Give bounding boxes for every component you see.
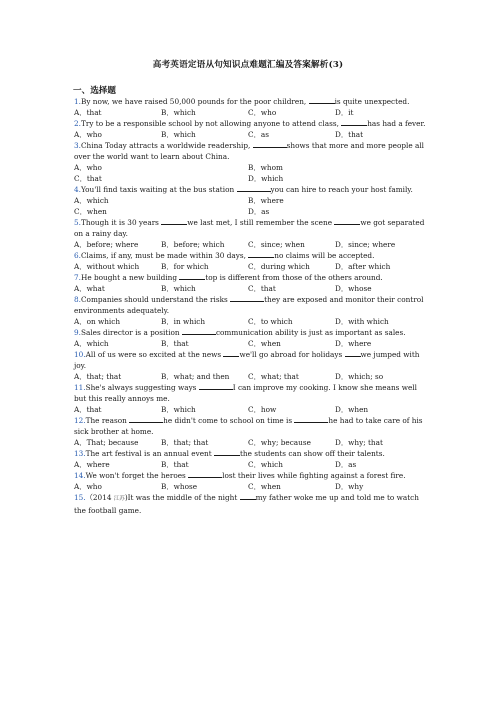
option-d[interactable]: D．it xyxy=(335,108,354,117)
question-number: 7. xyxy=(74,273,81,282)
options-row xyxy=(74,107,426,118)
options-row xyxy=(74,239,426,250)
answer-blank xyxy=(334,217,360,225)
option-b[interactable]: B．which xyxy=(161,405,196,414)
question-item: 15.（2014 江苏)It was the middle of the night my father woke me up and told me to watch the football game. xyxy=(74,493,419,515)
answer-blank xyxy=(223,349,239,357)
option-b[interactable]: B．which xyxy=(161,130,196,139)
answer-blank xyxy=(345,349,361,357)
question-number: 12. xyxy=(74,416,86,425)
question-number: 13. xyxy=(74,449,86,458)
option-b[interactable]: B．whom xyxy=(248,163,283,172)
option-b[interactable]: B．which xyxy=(161,108,196,117)
option-b[interactable]: B．what; and then xyxy=(161,372,230,381)
option-c[interactable]: C．during which xyxy=(248,262,310,271)
options-row xyxy=(74,316,426,327)
options-row xyxy=(74,261,426,272)
options-row xyxy=(74,437,426,448)
question-number: 3. xyxy=(74,141,81,150)
options-row xyxy=(74,481,426,492)
section-heading: 一、选择题 xyxy=(73,86,116,96)
answer-blank xyxy=(230,294,264,302)
question-number: 5. xyxy=(74,218,81,227)
options-row xyxy=(74,129,426,140)
option-b[interactable]: B．where xyxy=(248,196,284,205)
option-c[interactable]: C．what; that xyxy=(248,372,299,381)
option-d[interactable]: D．whose xyxy=(335,284,372,293)
page-title: 高考英语定语从句知识点难题汇编及答案解析(3) xyxy=(152,60,344,70)
option-c[interactable]: C．who xyxy=(248,108,277,117)
source-tag: 江苏 xyxy=(113,496,125,502)
option-c[interactable]: C．that xyxy=(74,174,102,183)
option-c[interactable]: C．how xyxy=(248,405,277,414)
answer-blank xyxy=(294,415,328,423)
option-a[interactable]: A．who xyxy=(74,163,102,172)
option-a[interactable]: A．where xyxy=(74,460,110,469)
option-a[interactable]: A．who xyxy=(74,130,102,139)
answer-blank xyxy=(237,184,271,192)
option-d[interactable]: D．why; that xyxy=(335,438,383,447)
question-item: 13.The art festival is an annual event the students can show off their talents. A．where B．that C．which D．as xyxy=(74,448,426,470)
option-d[interactable]: D．which xyxy=(248,174,284,183)
option-c[interactable]: C．when xyxy=(248,482,281,491)
option-d[interactable]: D．that xyxy=(335,130,364,139)
option-d[interactable]: D．where xyxy=(335,339,372,348)
option-a[interactable]: A．that; that xyxy=(74,372,122,381)
question-item: 10.All of us were so excited at the news we'll go abroad for holidays we jumped with joy. A．that; that B．what; and then C．what; that D．which; so xyxy=(74,349,426,382)
option-a[interactable]: A．what xyxy=(74,284,105,293)
option-a[interactable]: A．before; where xyxy=(74,240,139,249)
question-number: 11. xyxy=(74,383,86,392)
option-b[interactable]: B．that; that xyxy=(161,438,209,447)
answer-blank xyxy=(129,415,163,423)
option-d[interactable]: D．as xyxy=(248,207,270,216)
option-a[interactable]: A．without which xyxy=(74,262,140,271)
option-a[interactable]: A．that xyxy=(74,108,102,117)
option-d[interactable]: D．with which xyxy=(335,317,389,326)
question-item: 11.She's always suggesting ways I can improve my cooking. I know she means well but this really annoys me. A．that B．which C．how D．when xyxy=(74,382,426,415)
option-d[interactable]: D．as xyxy=(335,460,357,469)
question-item: 1.By now, we have raised 50,000 pounds for the poor children, is quite unexpected. A．that B．which C．who D．it xyxy=(74,96,426,118)
answer-blank xyxy=(182,327,216,335)
question-number: 9. xyxy=(74,328,81,337)
option-d[interactable]: D．after which xyxy=(335,262,391,271)
question-number: 14. xyxy=(74,471,86,480)
answer-blank xyxy=(188,470,222,478)
option-d[interactable]: D．which; so xyxy=(335,372,384,381)
option-a[interactable]: A．which xyxy=(74,196,109,205)
option-b[interactable]: B．that xyxy=(161,460,189,469)
option-d[interactable]: D．since; where xyxy=(335,240,396,249)
answer-blank xyxy=(253,140,287,148)
option-b[interactable]: B．for which xyxy=(161,262,209,271)
option-b[interactable]: B．whose xyxy=(161,482,198,491)
question-number: 8. xyxy=(74,295,81,304)
question-number: 6. xyxy=(74,251,81,260)
option-c[interactable]: C．as xyxy=(248,130,269,139)
question-item: 12.The reason he didn't come to school on time is he had to take care of his sick brother at home. A．That; because B．that; that C．why; because D．why; that xyxy=(74,415,426,448)
options-row xyxy=(74,459,426,470)
answer-blank xyxy=(199,382,233,390)
option-b[interactable]: B．before; which xyxy=(161,240,225,249)
question-number: 4. xyxy=(74,185,81,194)
options-row xyxy=(74,338,426,349)
option-c[interactable]: C．that xyxy=(248,284,276,293)
answer-blank xyxy=(214,448,240,456)
option-a[interactable]: A．That; because xyxy=(74,438,139,447)
option-a[interactable]: A．who xyxy=(74,482,102,491)
question-item: 3.China Today attracts a worldwide readership, shows that more and more people all over the world want to learn about China. A．who B．whom C．that D．which xyxy=(74,141,425,183)
question-item: 2.Try to be a responsible school by not allowing anyone to attend class, has had a fever. A．who B．which C．as D．that xyxy=(74,119,426,139)
question-number: 1. xyxy=(74,97,81,106)
answer-blank xyxy=(240,492,256,500)
options-row xyxy=(74,404,426,415)
option-a[interactable]: A．that xyxy=(74,405,102,414)
options-row xyxy=(74,371,426,382)
option-d[interactable]: D．why xyxy=(335,482,364,491)
answer-blank xyxy=(161,217,187,225)
option-b[interactable]: B．which xyxy=(161,284,196,293)
question-item: 8.Companies should understand the risks they are exposed and monitor their control environments adequately. A．on which B．in which C．to which D．with which xyxy=(74,294,426,327)
options-grid xyxy=(74,195,426,217)
answer-blank xyxy=(341,118,367,126)
option-b[interactable]: B．that xyxy=(161,339,189,348)
answer-blank xyxy=(248,250,274,258)
question-item: 5.Though it is 30 years we last met, I still remember the scene we got separated on a rainy day. A．before; where B．before; which C．since; when D．since; where xyxy=(74,218,425,249)
question-number: 15. xyxy=(74,493,86,502)
question-item: 14.We won't forget the heroes lost their lives while fighting against a forest fire. A．who B．whose C．when D．why xyxy=(74,470,426,492)
answer-blank xyxy=(179,272,205,280)
question-item: 9.Sales director is a position communication ability is just as important as sales. A．which B．that C．when D．where xyxy=(74,327,426,349)
option-c[interactable]: C．which xyxy=(248,460,283,469)
options-row xyxy=(74,283,426,294)
option-c[interactable]: C．to which xyxy=(248,317,293,326)
option-c[interactable]: C．since; when xyxy=(248,240,305,249)
option-c[interactable]: C．why; because xyxy=(248,438,311,447)
question-number: 2. xyxy=(74,119,81,128)
question-number: 10. xyxy=(74,350,86,359)
question-item: 6.Claims, if any, must be made within 30 days, no claims will be accepted. A．without which B．for which C．during which D．after which xyxy=(74,250,426,272)
option-c[interactable]: C．when xyxy=(74,207,107,216)
option-a[interactable]: A．on which xyxy=(74,317,121,326)
option-d[interactable]: D．when xyxy=(335,405,369,414)
option-b[interactable]: B．in which xyxy=(161,317,206,326)
option-a[interactable]: A．which xyxy=(74,339,109,348)
question-item: 7.He bought a new building top is different from those of the others around. A．what B．which C．that D．whose xyxy=(74,272,426,294)
options-grid xyxy=(74,162,426,184)
answer-blank xyxy=(309,96,335,104)
question-item: 4.You'll find taxis waiting at the bus station you can hire to reach your host family. A．which B．where C．when D．as xyxy=(74,184,426,217)
option-c[interactable]: C．when xyxy=(248,339,281,348)
question-list xyxy=(74,96,426,516)
